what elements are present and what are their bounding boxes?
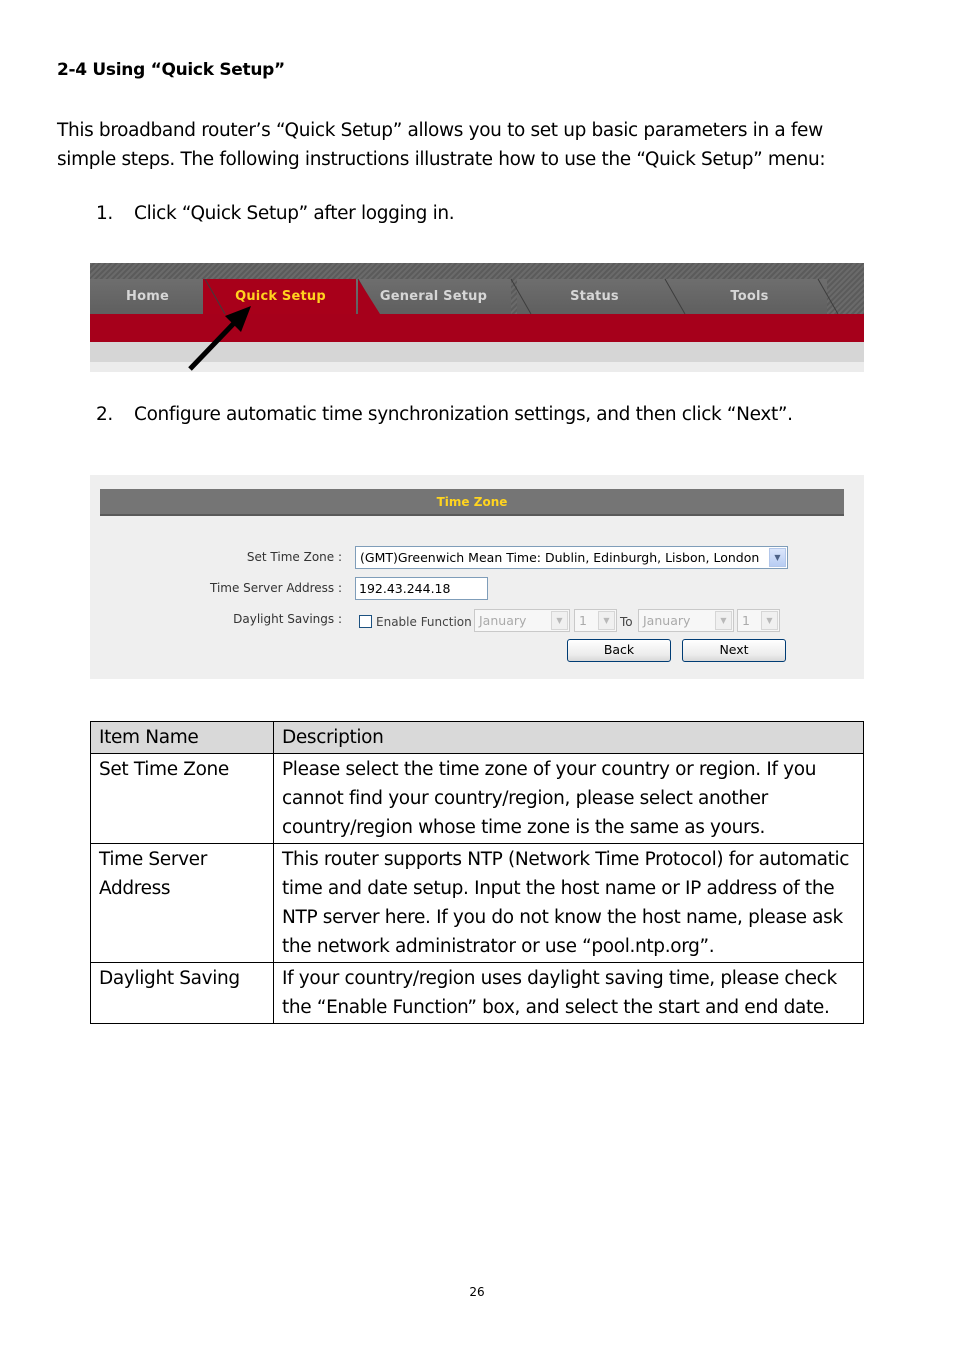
table-header-row — [91, 722, 864, 754]
chevron-down-icon: ▼ — [715, 611, 732, 630]
set-time-zone-label: Set Time Zone : — [246, 550, 342, 564]
time-server-input[interactable]: 192.43.244.18 — [355, 577, 488, 600]
end-month-value: January — [643, 613, 691, 628]
tab-home[interactable]: Home — [90, 279, 205, 314]
start-day-select[interactable] — [574, 609, 617, 632]
tab-quick-setup[interactable]: Quick Setup — [203, 279, 358, 314]
tab-general-setup[interactable]: General Setup — [356, 279, 511, 314]
end-month-select[interactable] — [638, 609, 734, 632]
intro-paragraph: This broadband router’s “Quick Setup” allows you to set up basic parameters in a few simple steps. The following instructions illustrate how to use the “Quick Setup” menu: — [57, 120, 826, 170]
back-button[interactable]: Back — [567, 639, 671, 662]
step-2-number: 2. — [96, 404, 113, 425]
start-day-value: 1 — [579, 613, 587, 628]
time-zone-select-value: (GMT)Greenwich Mean Time: Dublin, Edinburgh, Lisbon, London — [360, 550, 760, 565]
time-zone-select[interactable] — [355, 546, 788, 569]
step-1-number: 1. — [96, 203, 113, 224]
to-label: To — [620, 615, 633, 629]
time-zone-panel — [90, 475, 864, 679]
header-item-name: Item Name — [91, 722, 274, 754]
section-heading: 2-4 Using “Quick Setup” — [57, 60, 285, 80]
pointer-arrow-icon — [185, 302, 255, 374]
step-1-text: Click “Quick Setup” after logging in. — [134, 203, 455, 224]
chevron-down-icon: ▼ — [761, 611, 778, 630]
item-description-table — [90, 721, 864, 1024]
daylight-savings-label: Daylight Savings : — [233, 612, 342, 626]
step-2 — [96, 404, 793, 425]
step-1 — [96, 203, 454, 224]
time-server-label: Time Server Address : — [210, 581, 342, 595]
tab-status[interactable]: Status — [517, 279, 672, 314]
start-month-select[interactable] — [474, 609, 570, 632]
row-item-name: Time Server Address — [91, 844, 274, 963]
row-description: If your country/region uses daylight saving time, please check the “Enable Function” box, and select the start and end date. — [274, 963, 864, 1024]
chevron-down-icon: ▼ — [769, 548, 786, 567]
time-zone-title: Time Zone — [100, 489, 844, 516]
enable-function-checkbox[interactable] — [359, 615, 372, 628]
chevron-down-icon: ▼ — [551, 611, 568, 630]
table-row — [91, 844, 864, 963]
start-month-value: January — [479, 613, 527, 628]
page-number: 26 — [469, 1285, 485, 1299]
row-item-name: Daylight Saving — [91, 963, 274, 1024]
enable-function-label: Enable Function — [376, 615, 472, 629]
chevron-down-icon: ▼ — [598, 611, 615, 630]
next-button[interactable]: Next — [682, 639, 786, 662]
row-description: Please select the time zone of your country or region. If you cannot find your country/region, please select another country/region whose time zone is the same as yours. — [274, 754, 864, 844]
header-description: Description — [274, 722, 864, 754]
end-day-select[interactable] — [737, 609, 780, 632]
row-description: This router supports NTP (Network Time Protocol) for automatic time and date setup. Input the host name or IP address of the NTP server here. If you do not know the host name, please ask the network administrator or use “pool.ntp.org”. — [274, 844, 864, 963]
table-row — [91, 963, 864, 1024]
row-item-name: Set Time Zone — [91, 754, 274, 844]
tab-tools[interactable]: Tools — [672, 279, 827, 314]
table-row — [91, 754, 864, 844]
step-2-text: Configure automatic time synchronization settings, and then click “Next”. — [134, 404, 793, 425]
end-day-value: 1 — [742, 613, 750, 628]
